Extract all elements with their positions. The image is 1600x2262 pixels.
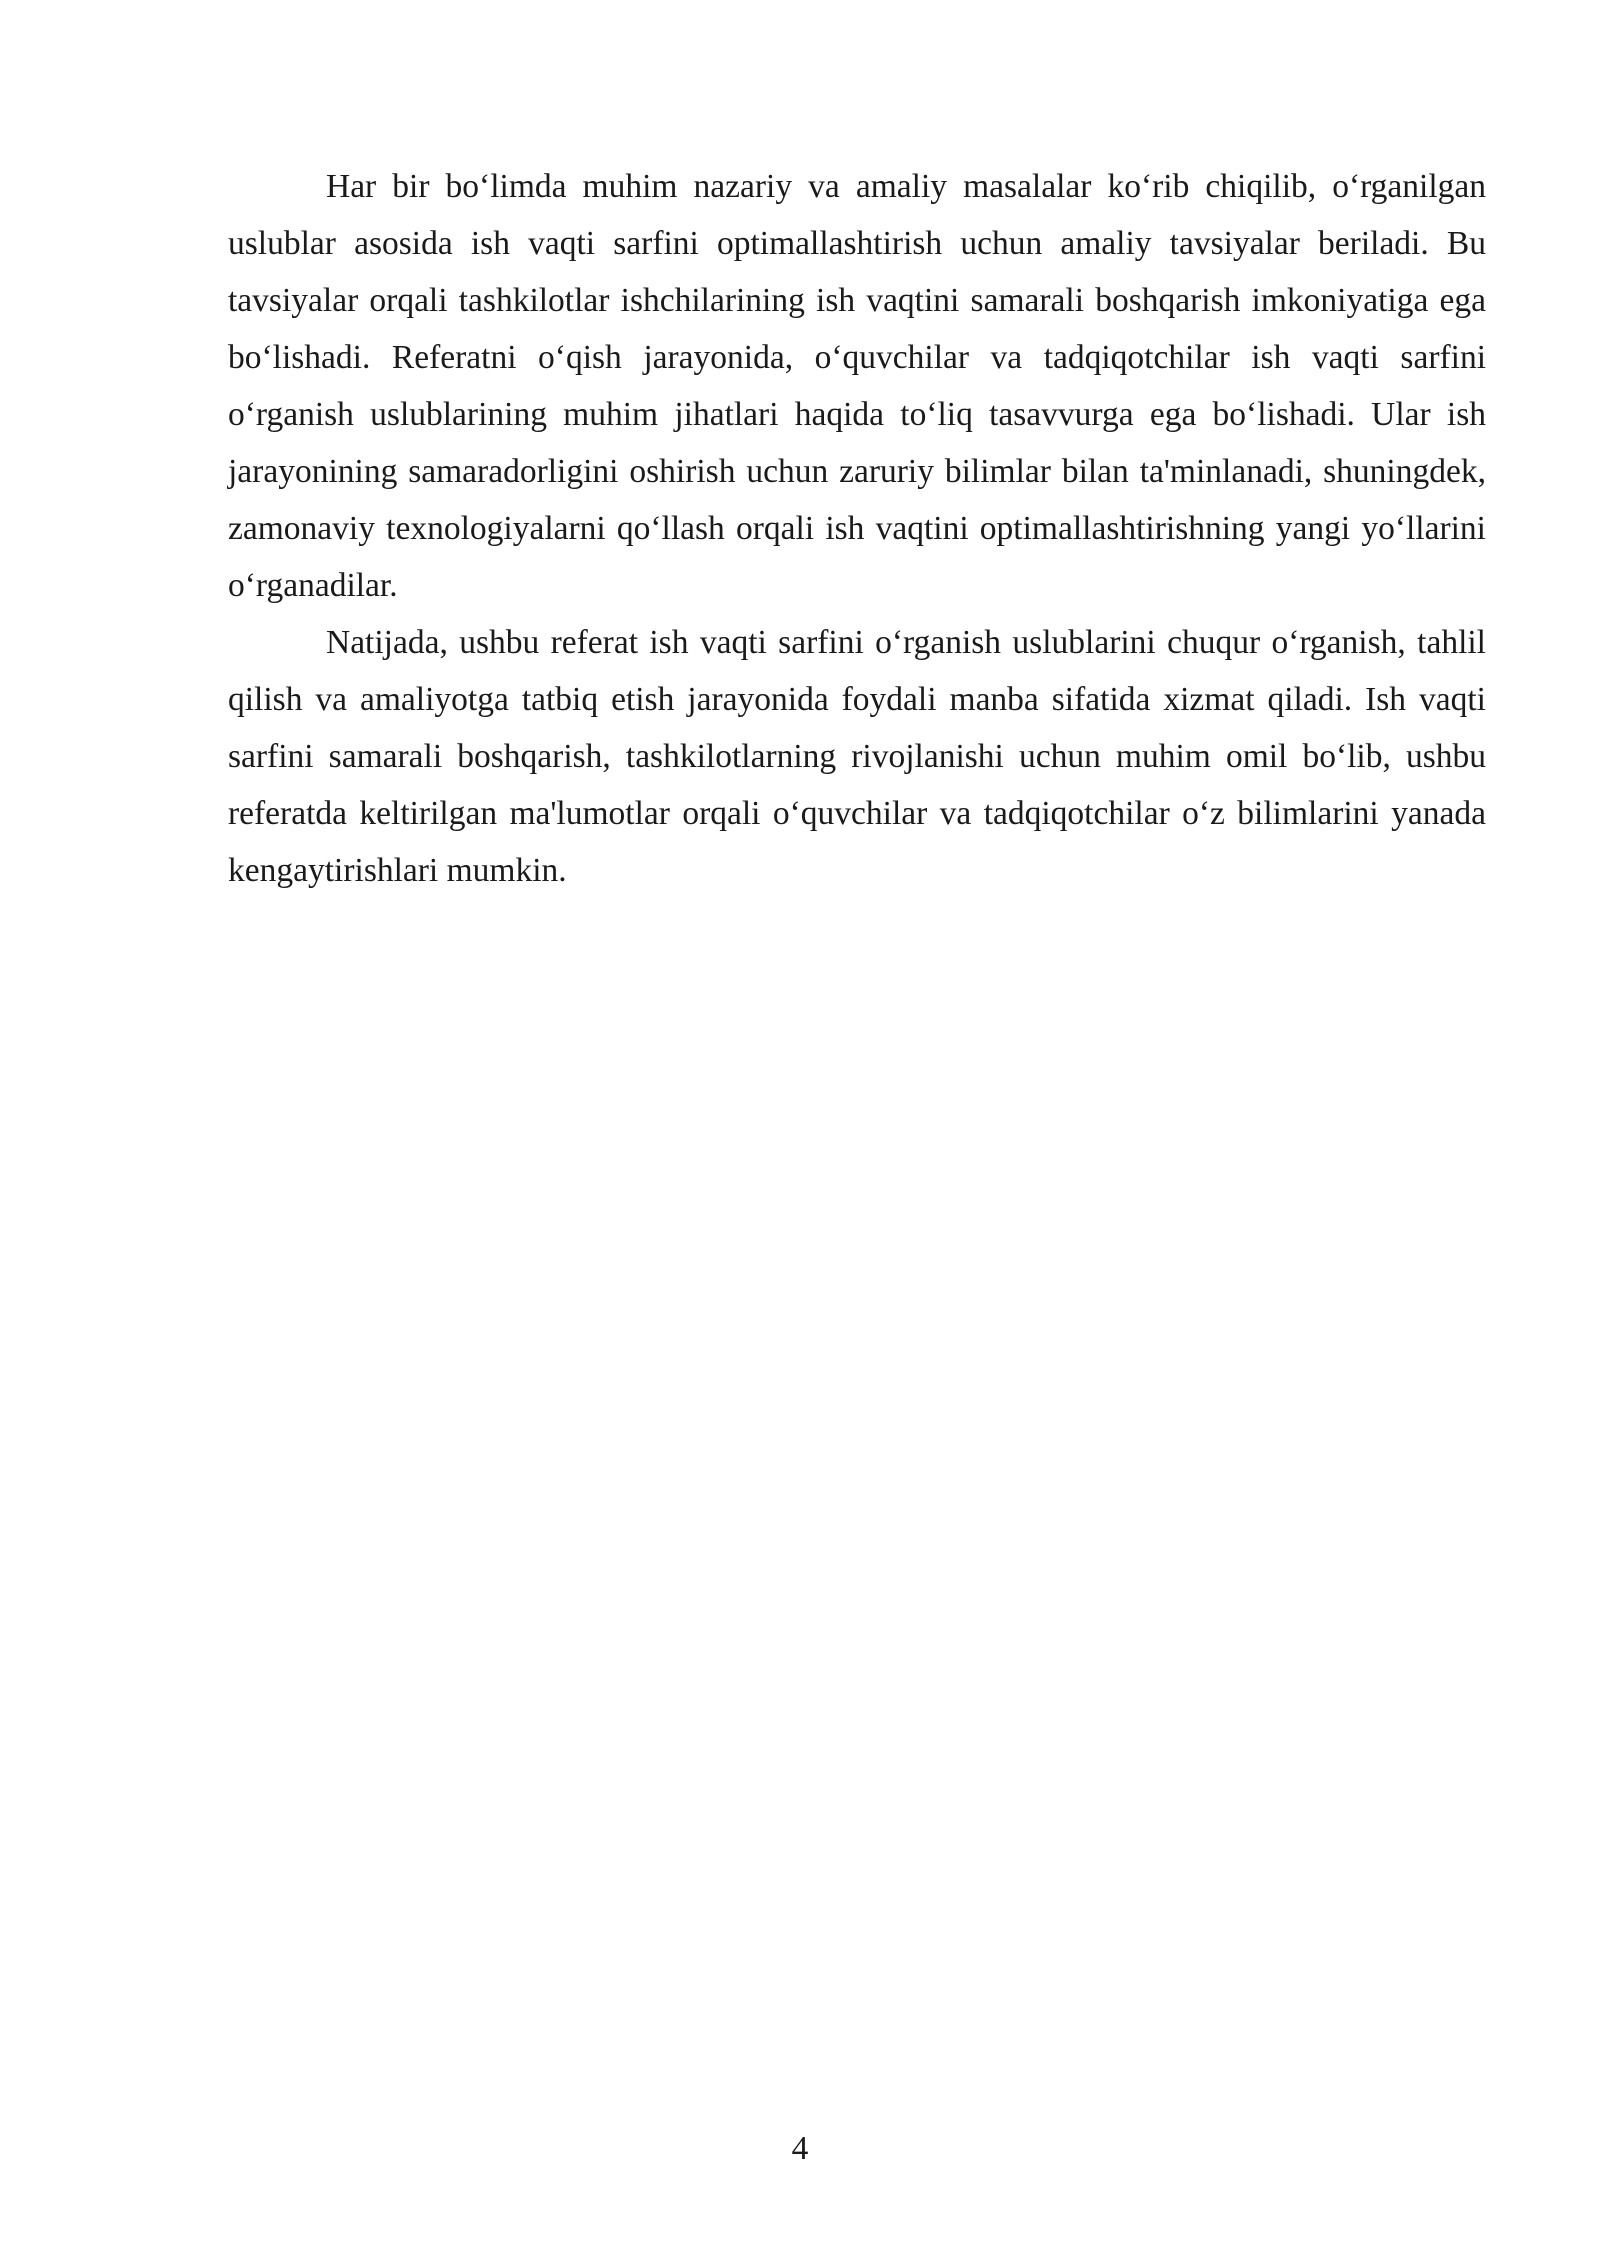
page-number: 4 (791, 2130, 809, 2167)
paragraph-1: Har bir bo‘limda muhim nazariy va amaliy masalalar ko‘rib chiqilib, o‘rganilgan uslublar asosida ish vaqti sarfini optimallashtirish uchun amaliy tavsiyalar beriladi. Bu tavsiyalar orqali tashkilotlar ishchilarining ish vaqtini samarali boshqarish imkoniyatiga ega bo‘lishadi. Referatni o‘qish jarayonida, o‘quvchilar va tadqiqotchilar ish vaqti sarfini o‘rganish uslublarining muhim jihatlari haqida to‘liq tasavvurga ega bo‘lishadi. Ular ish jarayonining samaradorligini oshirish uchun zaruriy bilimlar bilan ta'minlanadi, shuningdek, zamonaviy texnologiyalarni qo‘llash orqali ish vaqtini optimallashtirishning yangi yo‘llarini o‘rganadilar. (228, 168, 1486, 604)
body-text (228, 158, 1486, 899)
paragraph-2: Natijada, ushbu referat ish vaqti sarfini o‘rganish uslublarini chuqur o‘rganish, tahlil qilish va amaliyotga tatbiq etish jarayonida foydali manba sifatida xizmat qiladi. Ish vaqti sarfini samarali boshqarish, tashkilotlarning rivojlanishi uchun muhim omil bo‘lib, ushbu referatda keltirilgan ma'lumotlar orqali o‘quvchilar va tadqiqotchilar o‘z bilimlarini yanada kengaytirishlari mumkin. (228, 624, 1486, 889)
